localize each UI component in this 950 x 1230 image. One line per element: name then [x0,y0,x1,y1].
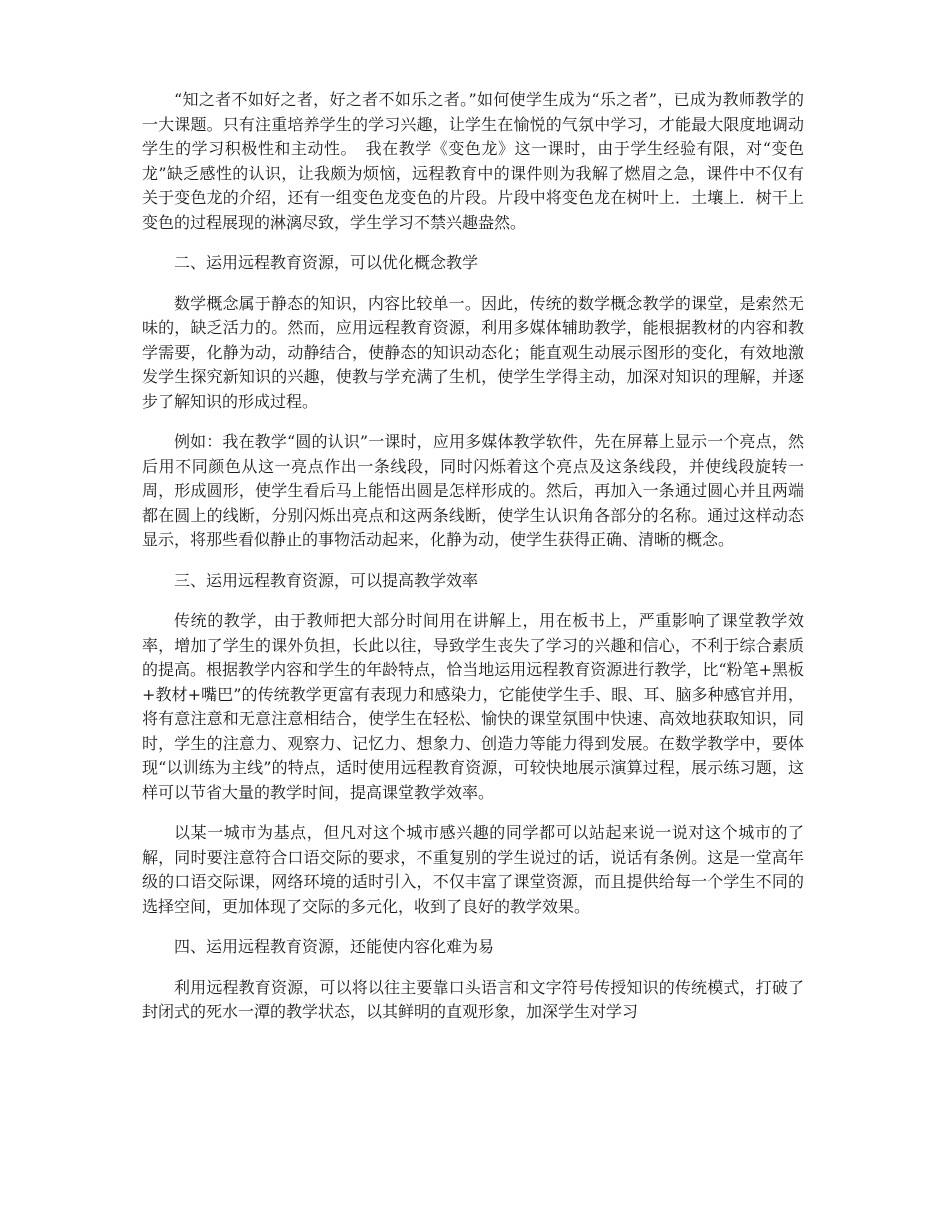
section-heading-3: 三、运用远程教育资源，可以提高教学效率 [174,570,479,590]
section-heading-4: 四、运用远程教育资源，还能使内容化难为易 [174,937,495,956]
paragraph-concept-teaching: 数学概念属于静态的知识，内容比较单一。因此，传统的数学概念教学的课堂，是索然无味的，缺乏活力的。然而，应用远程教育资源，利用多媒体辅助教学，能根据教材的内容和教学需要，化静为动，动静结合，使静态的知识动态化；能直观生动展示图形的变化，有效地激发学生探究新知识的兴趣，使教与学充满了生机，使学生学得主动，加深对知识的理解，并逐步了解知识的形成过程。 [142,293,804,411]
paragraph-circle-example: 例如：我在教学“圆的认识”一课时，应用多媒体教学软件，先在屏幕上显示一个亮点，然后用不同颜色从这一亮点作出一条线段，同时闪烁着这个亮点及这条线段，并使线段旋转一周，形成圆形，使学生看后马上能悟出圆是怎样形成的。然后，再加入一条通过圆心并且两端都在圆上的线断，分别闪烁出亮点和这两条线断，使学生认识角各部分的名称。通过这样动态显示，将那些看似静止的事物活动起来，化静为动，使学生获得正确、清晰的概念。 [142,432,804,549]
paragraph-efficiency: 传统的教学，由于教师把大部分时间用在讲解上，用在板书上，严重影响了课堂教学效率，增加了学生的课外负担，长此以往，导致学生丧失了学习的兴趣和信心，不利于综合素质的提高。根据教学内容和学生的年龄特点，恰当地运用远程教育资源进行教学，比“粉笔+黑板+教材+嘴巴”的传统教学更富有表现力和感染力，它能使学生手、眼、耳、脑多种感官并用，将有意注意和无意注意相结合，使学生在轻松、愉快的课堂氛围中快速、高效地获取知识，同时，学生的注意力、观察力、记忆力、想象力、创造力等能力得到发展。在数学教学中，要体现“以训练为主线”的特点，适时使用远程教育资源，可较快地展示演算过程，展示练习题，这样可以节省大量的教学时间，提高课堂教学效率。 [142,611,804,802]
section-heading-2: 二、运用远程教育资源，可以优化概念教学 [174,253,479,272]
paragraph-city-example: 以某一城市为基点，但凡对这个城市感兴趣的同学都可以站起来说一说对这个城市的了解，同时要注意符合口语交际的要求，不重复别的学生说过的话，说话有条例。这是一堂高年级的口语交际课，网络环境的适时引入，不仅丰富了课堂资源，而且提供给每一个学生不同的选择空间，更加体现了交际的多元化，收到了良好的教学效果。 [142,823,804,916]
paragraph-simplify: 利用远程教育资源，可以将以往主要靠口头语言和文字符号传授知识的传统模式，打破了封闭式的死水一潭的教学状态，以其鲜明的直观形象，加深学生对学习 [142,977,804,1021]
paragraph-intro: “知之者不如好之者，好之者不如乐之者。”如何使学生成为“乐之者”，已成为教师教学的一大课题。只有注重培养学生的学习兴趣，让学生在愉悦的气氛中学习，才能最大限度地调动学生的学习积极性和主动性。 我在教学《变色龙》这一课时，由于学生经验有限，对“变色龙”缺乏感性的认识，让我颇为烦恼，远程教育中的课件则为我解了燃眉之急，课件中不仅有关于变色龙的介绍，还有一组变色龙变色的片段。片段中将变色龙在树叶上．土壤上．树干上变色的过程展现的淋漓尽致，学生学习不禁兴趣盎然。 [142,90,804,232]
document-body [142,88,804,1041]
